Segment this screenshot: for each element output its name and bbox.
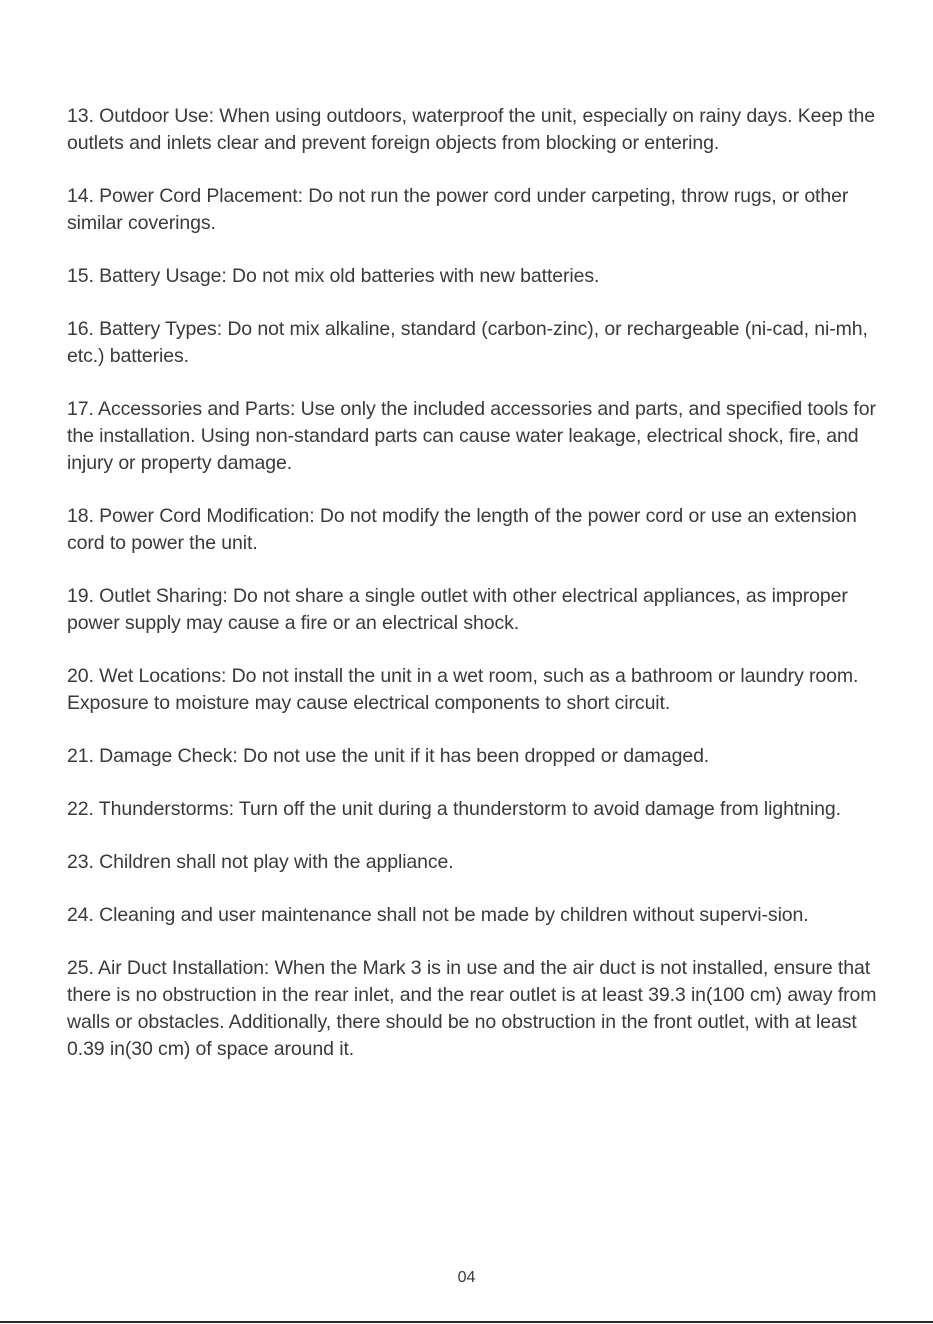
instruction-25: 25. Air Duct Installation: When the Mark 3 is in use and the air duct is not installed, ensure that there is no obstruction in the rear inlet, and the rear outlet is at least 39.3 in(100 cm) away from walls or obstacles. Additionally, there should be no obstruction in the front outlet, with at least 0.39 in(30 cm) of space around it. bbox=[67, 957, 877, 1060]
instruction-13: 13. Outdoor Use: When using outdoors, waterproof the unit, especially on rainy days. Keep the outlets and inlets clear and prevent foreign objects from blocking or entering. bbox=[67, 105, 876, 154]
instruction-19: 19. Outlet Sharing: Do not share a single outlet with other electrical appliances, as improper power supply may cause a fire or an electrical shock. bbox=[67, 585, 848, 634]
instruction-17: 17. Accessories and Parts: Use only the included accessories and parts, and specified tools for the installation. Using non-standard parts can cause water leakage, electrical shock, fire, and injury or property damage. bbox=[67, 398, 876, 474]
instruction-16: 16. Battery Types: Do not mix alkaline, standard (carbon-zinc), or rechargeable (ni-cad, ni-mh, etc.) batteries. bbox=[67, 318, 868, 367]
instruction-23: 23. Children shall not play with the appliance. bbox=[67, 851, 454, 873]
instruction-21: 21. Damage Check: Do not use the unit if it has been dropped or damaged. bbox=[67, 745, 710, 767]
instruction-14: 14. Power Cord Placement: Do not run the power cord under carpeting, throw rugs, or other similar coverings. bbox=[67, 185, 849, 234]
instruction-24: 24. Cleaning and user maintenance shall not be made by children without supervi-sion. bbox=[67, 904, 809, 926]
safety-instructions-list bbox=[67, 103, 877, 1089]
bottom-divider bbox=[0, 1321, 933, 1323]
instruction-20: 20. Wet Locations: Do not install the unit in a wet room, such as a bathroom or laundry room. Exposure to moisture may cause electrical components to short circuit. bbox=[67, 665, 859, 714]
instruction-22: 22. Thunderstorms: Turn off the unit during a thunderstorm to avoid damage from lightning. bbox=[67, 798, 841, 820]
instruction-15: 15. Battery Usage: Do not mix old batteries with new batteries. bbox=[67, 265, 600, 287]
page-number: 04 bbox=[457, 1269, 476, 1286]
instruction-18: 18. Power Cord Modification: Do not modify the length of the power cord or use an extension cord to power the unit. bbox=[67, 505, 857, 554]
